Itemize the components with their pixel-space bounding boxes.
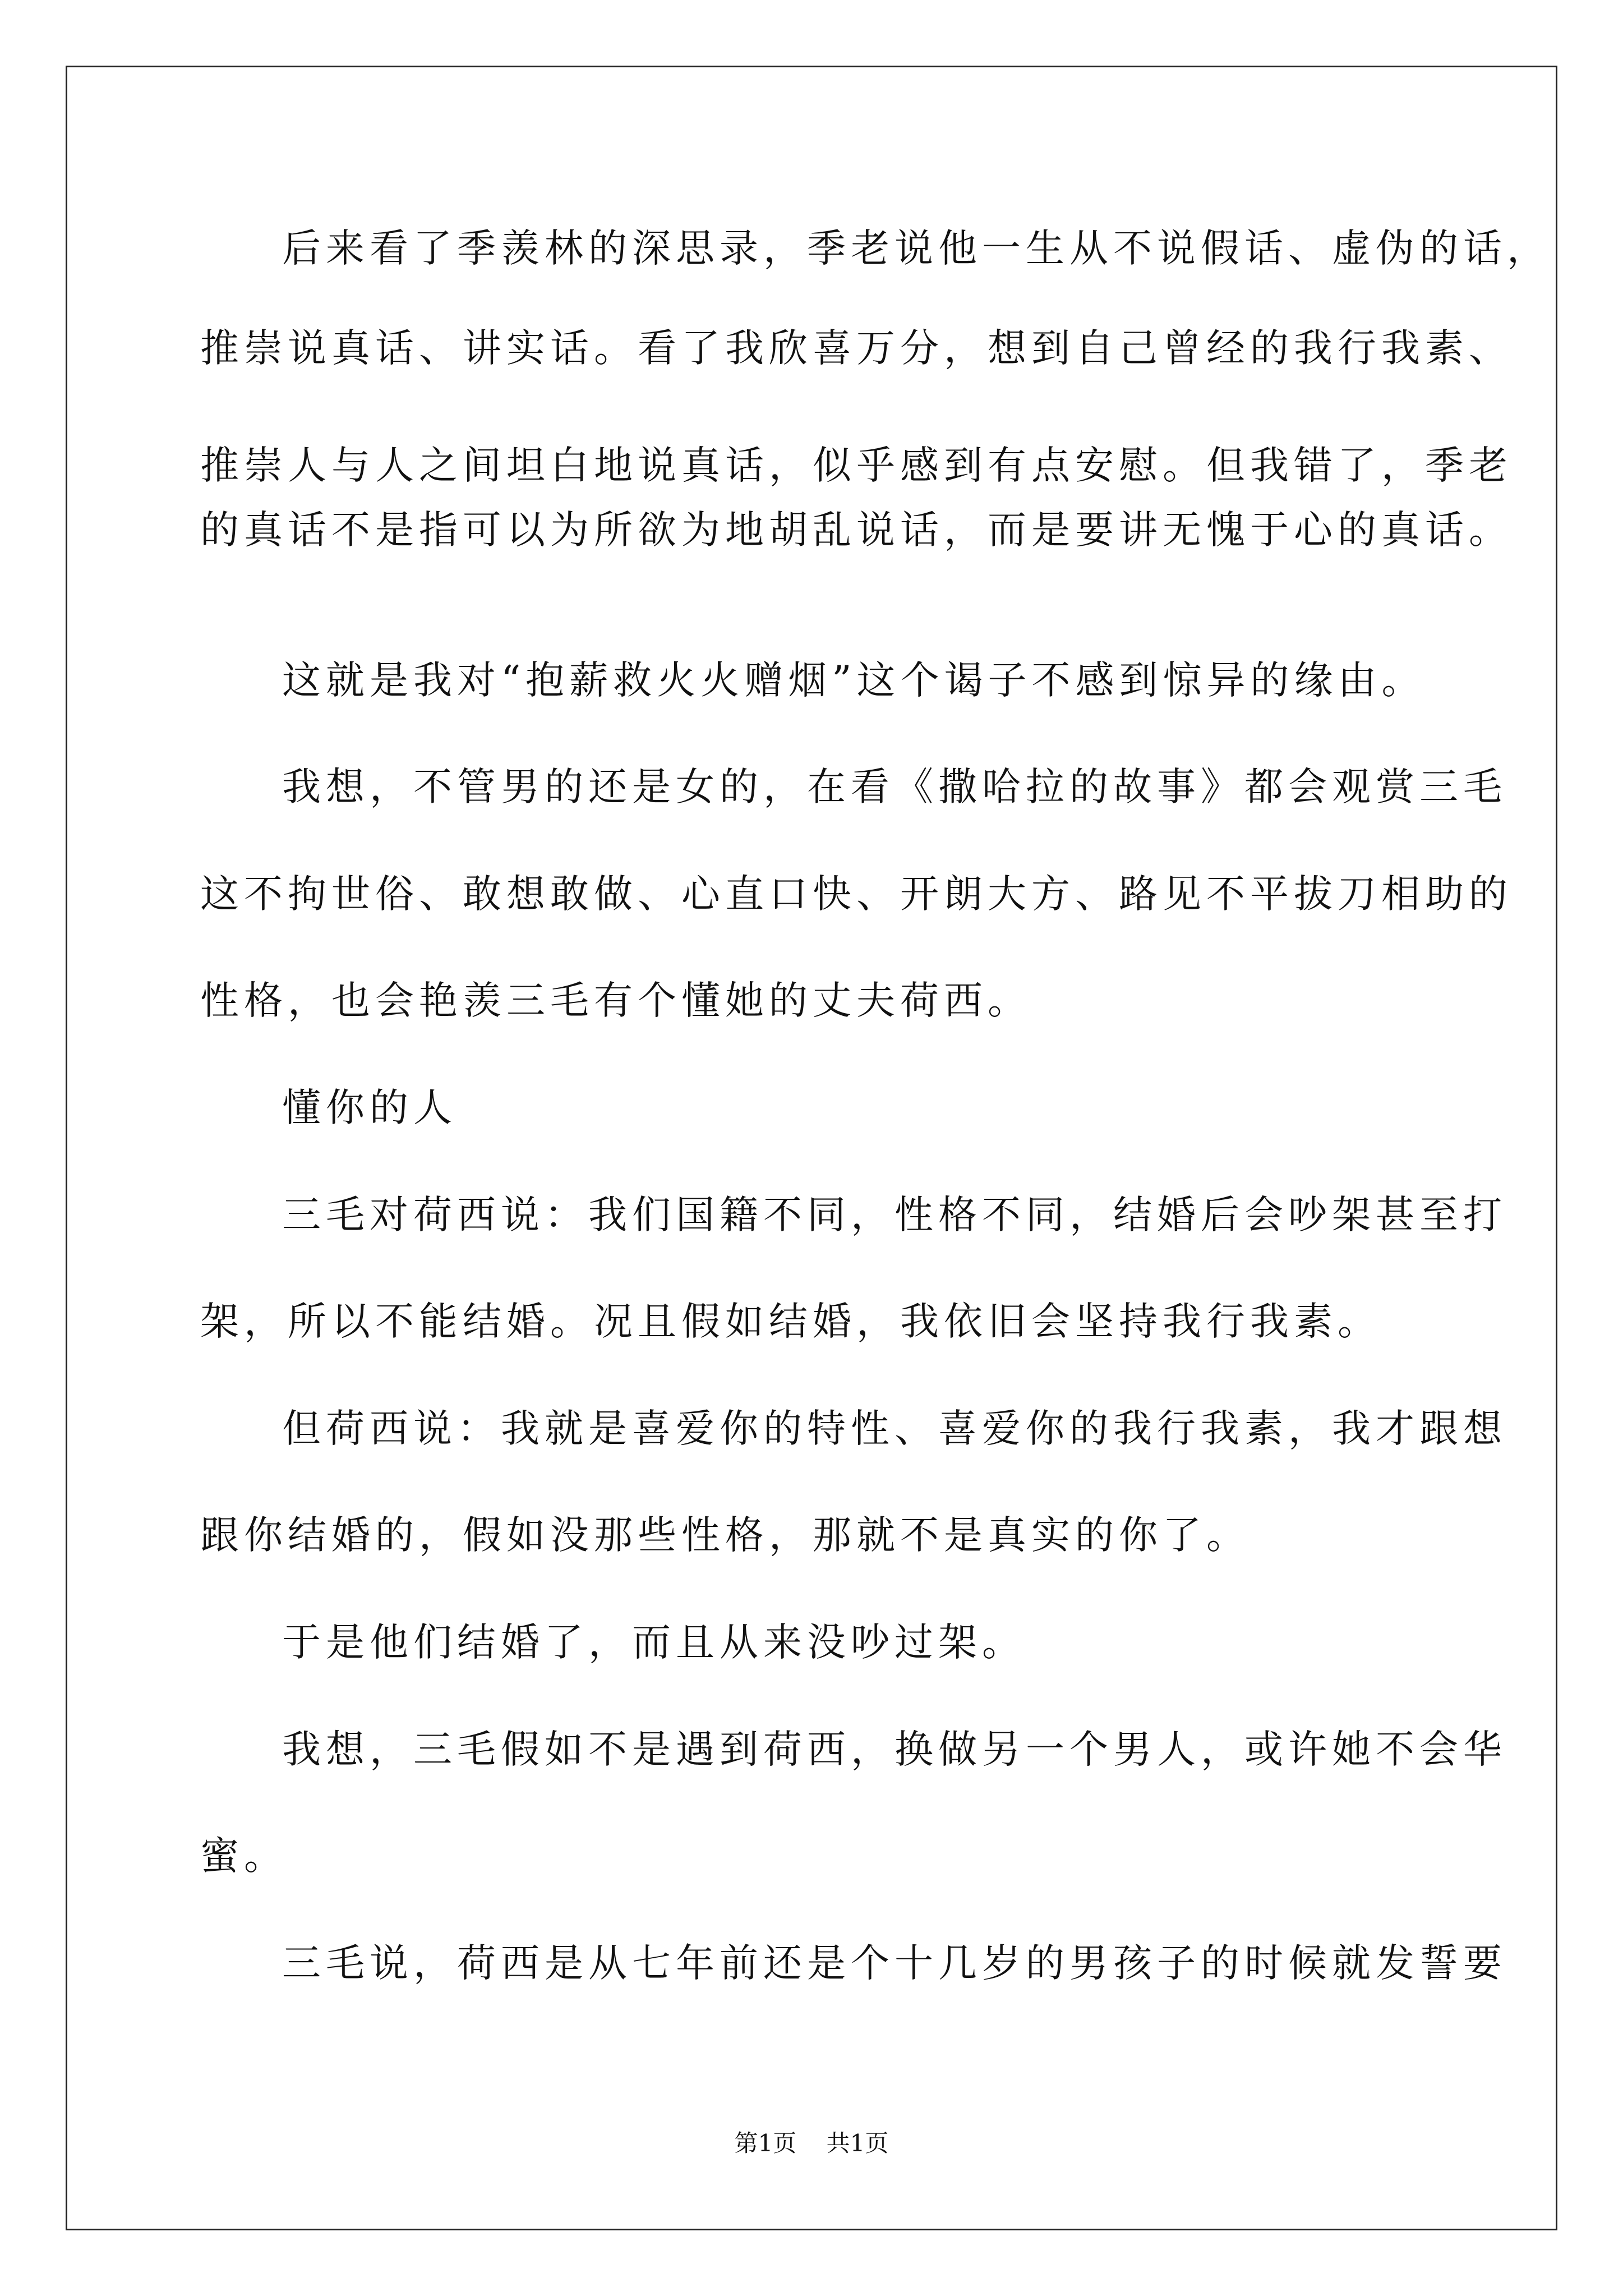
text-line: 三毛对荷西说：我们国籍不同，性格不同，结婚后会吵架甚至打 (282, 1193, 1507, 1237)
text-line: 后来看了季羡林的深思录，季老说他一生从不说假话、虚伪的话， (282, 226, 1551, 271)
page-border (66, 66, 1557, 2230)
text-line: 这就是我对“抱薪救火火赠烟”这个谒子不感到惊异的缘由。 (282, 658, 1426, 703)
text-line: 性格，也会艳羡三毛有个懂她的丈夫荷西。 (200, 978, 1031, 1023)
text-line: 这不拘世俗、敢想敢做、心直口快、开朗大方、路见不平拔刀相助的 (200, 872, 1513, 917)
page-footer: 第1页 共1页 (734, 2129, 889, 2157)
text-line: 推崇说真话、讲实话。看了我欣喜万分，想到自己曾经的我行我素、 (200, 326, 1513, 371)
text-line: 架，所以不能结婚。况且假如结婚，我依旧会坚持我行我素。 (200, 1299, 1381, 1344)
text-line: 我想，不管男的还是女的，在看《撒哈拉的故事》都会观赏三毛 (282, 765, 1507, 809)
text-line: 三毛说，荷西是从七年前还是个十几岁的男孩子的时候就发誓要 (282, 1941, 1507, 1986)
text-line: 蜜。 (200, 1834, 288, 1879)
text-line: 推崇人与人之间坦白地说真话，似乎感到有点安慰。但我错了，季老 (200, 443, 1513, 488)
text-line: 跟你结婚的，假如没那些性格，那就不是真实的你了。 (200, 1513, 1250, 1558)
text-line: 但荷西说：我就是喜爱你的特性、喜爱你的我行我素，我才跟想 (282, 1406, 1507, 1451)
text-line: 懂你的人 (282, 1085, 457, 1130)
text-line: 的真话不是指可以为所欲为地胡乱说话，而是要讲无愧于心的真话。 (200, 508, 1513, 553)
text-line: 于是他们结婚了，而且从来没吵过架。 (282, 1620, 1026, 1665)
text-line: 我想，三毛假如不是遇到荷西，换做另一个男人，或许她不会华 (282, 1727, 1507, 1772)
